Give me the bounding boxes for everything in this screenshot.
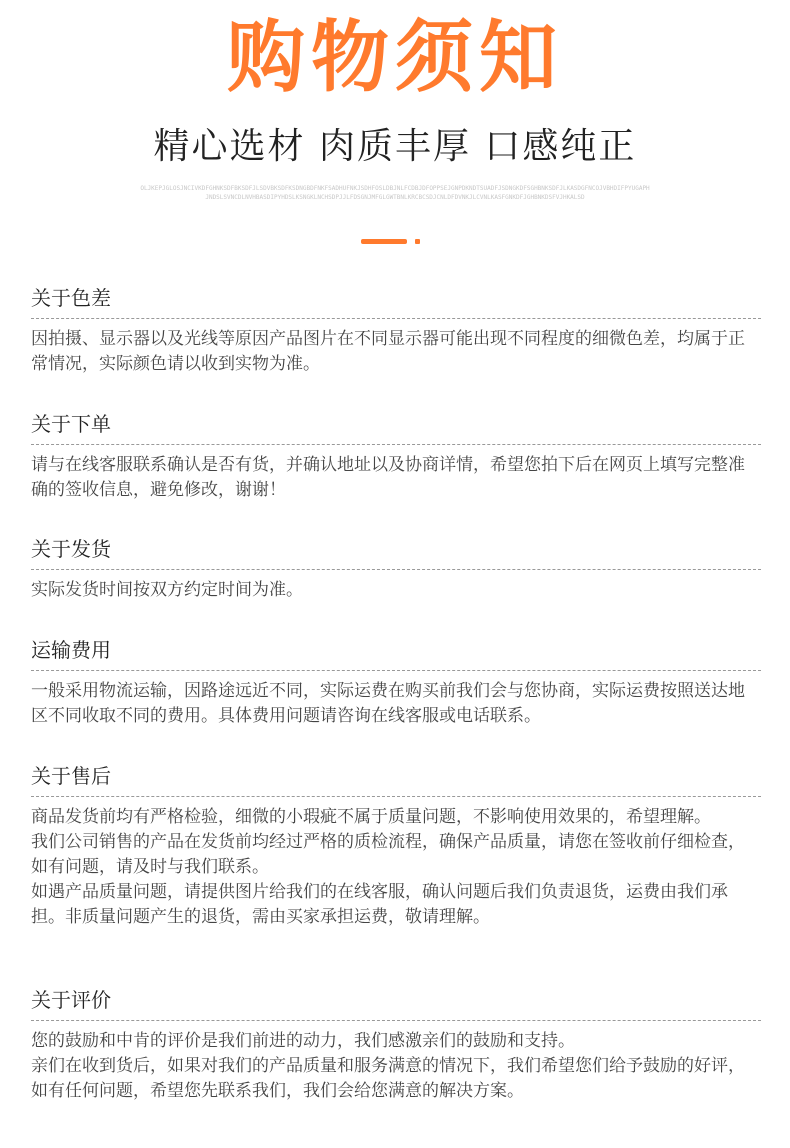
section-title: 关于色差 <box>31 284 761 319</box>
section-body <box>31 578 761 603</box>
section-title: 关于评价 <box>31 986 761 1021</box>
section-body <box>31 1029 761 1104</box>
section-title: 关于售后 <box>31 762 761 797</box>
section-paragraph: 您的鼓励和中肯的评价是我们前进的动力，我们感激亲们的鼓励和支持。 <box>31 1031 575 1051</box>
decorative-letter-text: OLJKEPJGLOSJNCIVKDFGHNKSDFBKSDFJLSDVBKSDFKSDNGBDFNKFSADHUFNKJSDHFOSLDBJNLFCDBJDFOPPSEJGNPDKNDTSUADFJSDNGKDFSGHBNKSDFJLKASDGFNCOJVBHDIFPYUGAPHJNDSLSVNCDLNVHBASDIPYHDSLKSNGKLNCHSDPJJLFDSGNJMFGLGWTBNLKRCBCSDJCNLDFDVNKJLCVNLKASFGNKDFJGHBNKDSFVJHKALSD <box>140 185 650 201</box>
page-subtitle: 精心选材 肉质丰厚 口感纯正 <box>153 126 637 167</box>
section-color-difference <box>31 284 761 377</box>
section-paragraph: 我们公司销售的产品在发货前均经过严格的质检流程，确保产品质量，请您在签收前仔细检查，如有问题，请及时与我们联系。 <box>31 832 745 877</box>
page-title: 购物须知 <box>226 13 563 103</box>
accent-bar <box>361 239 407 244</box>
section-reviews <box>31 986 761 1104</box>
section-paragraph: 请与在线客服联系确认是否有货，并确认地址以及协商详情，希望您拍下后在网页上填写完整准确的签收信息，避免修改，谢谢！ <box>31 455 745 500</box>
section-title: 关于下单 <box>31 410 761 445</box>
section-paragraph: 一般采用物流运输，因路途远近不同，实际运费在购买前我们会与您协商，实际运费按照送达地区不同收取不同的费用。具体费用问题请咨询在线客服或电话联系。 <box>31 681 745 726</box>
section-paragraph: 商品发货前均有严格检验，细微的小瑕疵不属于质量问题，不影响使用效果的，希望理解。 <box>31 807 711 827</box>
section-after-sales <box>31 762 761 930</box>
section-shipping <box>31 535 761 603</box>
section-freight <box>31 636 761 729</box>
section-body <box>31 327 761 377</box>
section-paragraph: 如遇产品质量问题，请提供图片给我们的在线客服，确认问题后我们负责退货，运费由我们承担。非质量问题产生的退货，需由买家承担运费，敬请理解。 <box>31 882 728 927</box>
section-body <box>31 453 761 503</box>
section-ordering <box>31 410 761 503</box>
section-title: 关于发货 <box>31 535 761 570</box>
section-body <box>31 805 761 930</box>
section-paragraph: 实际发货时间按双方约定时间为准。 <box>31 580 303 600</box>
section-body <box>31 679 761 729</box>
section-paragraph: 亲们在收到货后，如果对我们的产品质量和服务满意的情况下，我们希望您们给予鼓励的好评，如有任何问题，希望您先联系我们，我们会给您满意的解决方案。 <box>31 1056 745 1101</box>
section-paragraph: 因拍摄、显示器以及光线等原因产品图片在不同显示器可能出现不同程度的细微色差，均属于正常情况，实际颜色请以收到实物为准。 <box>31 329 745 374</box>
accent-dot <box>415 239 420 244</box>
section-title: 运输费用 <box>31 636 761 671</box>
